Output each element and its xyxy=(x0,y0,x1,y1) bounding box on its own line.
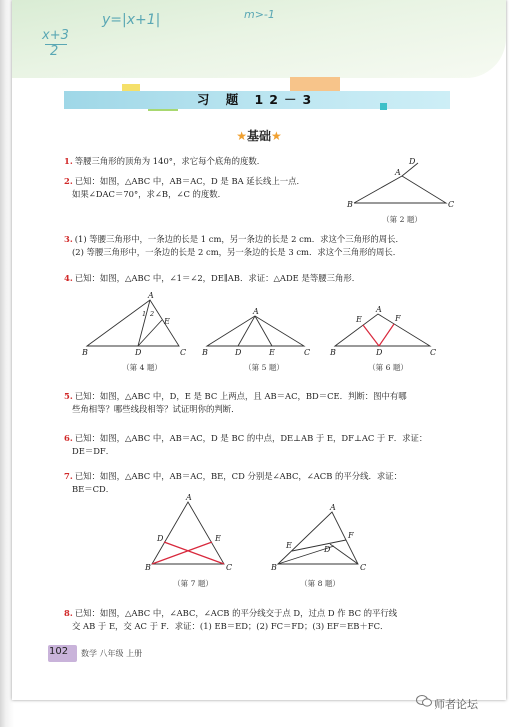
exercise-text-line2: 如果∠DAC＝70°，求∠B，∠C 的度数． xyxy=(72,189,227,199)
figure-2 xyxy=(342,158,462,210)
caption-figure-4: （第 4 题） xyxy=(121,363,163,372)
exercise-4 xyxy=(64,272,360,285)
segment-ae xyxy=(255,316,272,346)
label-d: D xyxy=(157,534,164,543)
label-c: C xyxy=(180,348,187,357)
figure-6 xyxy=(330,306,442,358)
header-decoration xyxy=(12,0,506,78)
figure-7 xyxy=(142,494,242,574)
bisector-cd xyxy=(330,544,358,564)
exercise-text-line2: DE＝DF． xyxy=(72,446,115,456)
triangle-abc xyxy=(278,512,358,564)
exercise-text-line1: 已知：如图，△ABC 中，AB＝AC，D 是 BC 的中点，DE⊥AB 于 E，DF⊥AC 于 F．求证： xyxy=(74,433,428,443)
label-b: B xyxy=(82,348,88,357)
label-a: A xyxy=(186,493,192,502)
exercise-1 xyxy=(64,155,265,168)
caption-figure-5: （第 5 题） xyxy=(243,363,285,372)
label-f: F xyxy=(395,314,401,323)
exercise-number: 1. xyxy=(64,156,73,166)
label-a: A xyxy=(148,291,154,300)
label-a: A xyxy=(395,168,401,177)
triangle-abc xyxy=(354,176,446,203)
label-d: D xyxy=(376,348,383,357)
label-c: C xyxy=(430,348,437,357)
exercise-number: 5. xyxy=(64,391,73,401)
exercise-number: 3. xyxy=(64,234,73,244)
exercise-text-line2: (2) 等腰三角形中，一条边的长是 2 cm，另一条边的长是 3 cm．求这个三角形的周长． xyxy=(72,247,402,257)
exercise-text-line1: (1) 等腰三角形中，一条边的长是 1 cm，另一条边的长是 2 cm．求这个三角形的周长． xyxy=(74,234,404,244)
caption-figure-2: （第 2 题） xyxy=(381,215,423,224)
exercise-text: 等腰三角形的顶角为 140°，求它每个底角的度数． xyxy=(74,156,266,166)
star-icon: ★ xyxy=(236,129,247,143)
caption-figure-6: （第 6 题） xyxy=(367,363,409,372)
exercise-number: 6. xyxy=(64,433,73,443)
label-e: E xyxy=(164,317,170,326)
exercise-number: 7. xyxy=(64,471,73,481)
book-title: 数学 八年级 上册 xyxy=(81,649,143,658)
label-e: E xyxy=(269,348,275,357)
exercise-number: 8. xyxy=(64,608,73,618)
exercise-text-line2: 交 AB 于 E，交 AC 于 F．求证：(1) EB＝ED；(2) FC＝FD；(3) EF＝EB＋FC． xyxy=(72,621,389,631)
deco-fraction-numerator: x+3 xyxy=(42,28,69,43)
exercise-text-line1: 已知：如图，△ABC 中，AB＝AC，D 是 BA 延长线上一点． xyxy=(74,176,305,186)
triangle-abc xyxy=(152,502,224,564)
deco-formula-2: m>-1 xyxy=(244,8,275,21)
label-b: B xyxy=(271,563,277,572)
figure-5 xyxy=(202,306,312,358)
label-d: D xyxy=(409,157,416,166)
caption-figure-7: （第 7 题） xyxy=(172,579,214,588)
exercise-set-title: 习 题 12－3 xyxy=(196,92,318,107)
figure-8 xyxy=(270,504,380,574)
segment-cd xyxy=(164,542,224,564)
label-e: E xyxy=(356,315,362,324)
segment-df xyxy=(379,324,394,346)
label-e: E xyxy=(286,541,292,550)
label-d: D xyxy=(235,348,242,357)
caption-figure-8: （第 8 题） xyxy=(299,579,341,588)
exercise-text-line1: 已知：如图，△ABC 中，∠ABC，∠ACB 的平分线交于点 D，过点 D 作 BC 的平行线 xyxy=(74,608,398,618)
label-a: A xyxy=(376,305,382,314)
exercise-5 xyxy=(64,390,407,416)
label-c: C xyxy=(448,200,455,209)
label-b: B xyxy=(145,563,151,572)
label-a: A xyxy=(330,503,336,512)
exercise-number: 2. xyxy=(64,176,73,186)
textbook-page xyxy=(12,0,506,700)
label-e: E xyxy=(215,534,221,543)
section-label: 基础 xyxy=(246,129,271,143)
exercise-6 xyxy=(64,432,427,458)
exercise-number: 4. xyxy=(64,273,73,283)
exercise-2 xyxy=(64,175,305,201)
exercise-text-line1: 已知：如图，△ABC 中，D，E 是 BC 上两点，且 AB＝AC，BD＝CE．判断：图中有哪 xyxy=(74,391,407,401)
label-b: B xyxy=(330,348,336,357)
figure-4 xyxy=(82,292,192,356)
triangle-abc xyxy=(207,316,304,346)
label-d: D xyxy=(324,545,331,554)
exercise-text-line1: 已知：如图，△ABC 中，AB＝AC，BE，CD 分别是∠ABC，∠ACB 的平分线．求证： xyxy=(74,471,403,481)
section-heading xyxy=(12,127,506,144)
exercise-text: 已知：如图，△ABC 中，∠1＝∠2，DE∥AB．求证：△ADE 是等腰三角形． xyxy=(74,273,361,283)
label-c: C xyxy=(226,563,233,572)
label-d: D xyxy=(135,348,142,357)
deco-square-teal xyxy=(380,103,387,110)
watermark-text: 师者论坛 xyxy=(434,698,478,711)
angle-label-1: 1 xyxy=(142,310,147,318)
segment-ad xyxy=(238,316,255,346)
label-c: C xyxy=(304,348,311,357)
label-b: B xyxy=(202,348,208,357)
page-number: 102 xyxy=(49,646,69,657)
label-f: F xyxy=(348,531,354,540)
segment-de xyxy=(363,325,379,346)
deco-formula: y=|x+1| xyxy=(102,12,161,28)
label-a: A xyxy=(253,307,259,316)
label-b: B xyxy=(347,200,353,209)
segment-be xyxy=(152,542,212,564)
deco-fraction-denominator: 2 xyxy=(50,44,59,59)
chat-bubble-icon xyxy=(416,694,432,708)
exercise-text-line2: BE＝CD． xyxy=(72,484,115,494)
exercise-title-band xyxy=(64,91,450,109)
label-c: C xyxy=(360,563,367,572)
exercise-text-line2: 些角相等？哪些线段相等？试证明你的判断． xyxy=(72,404,240,414)
exercise-3 xyxy=(64,233,404,259)
exercise-8 xyxy=(64,607,397,633)
exercise-7 xyxy=(64,470,402,496)
star-icon: ★ xyxy=(271,129,282,143)
angle-label-2: 2 xyxy=(150,310,155,318)
